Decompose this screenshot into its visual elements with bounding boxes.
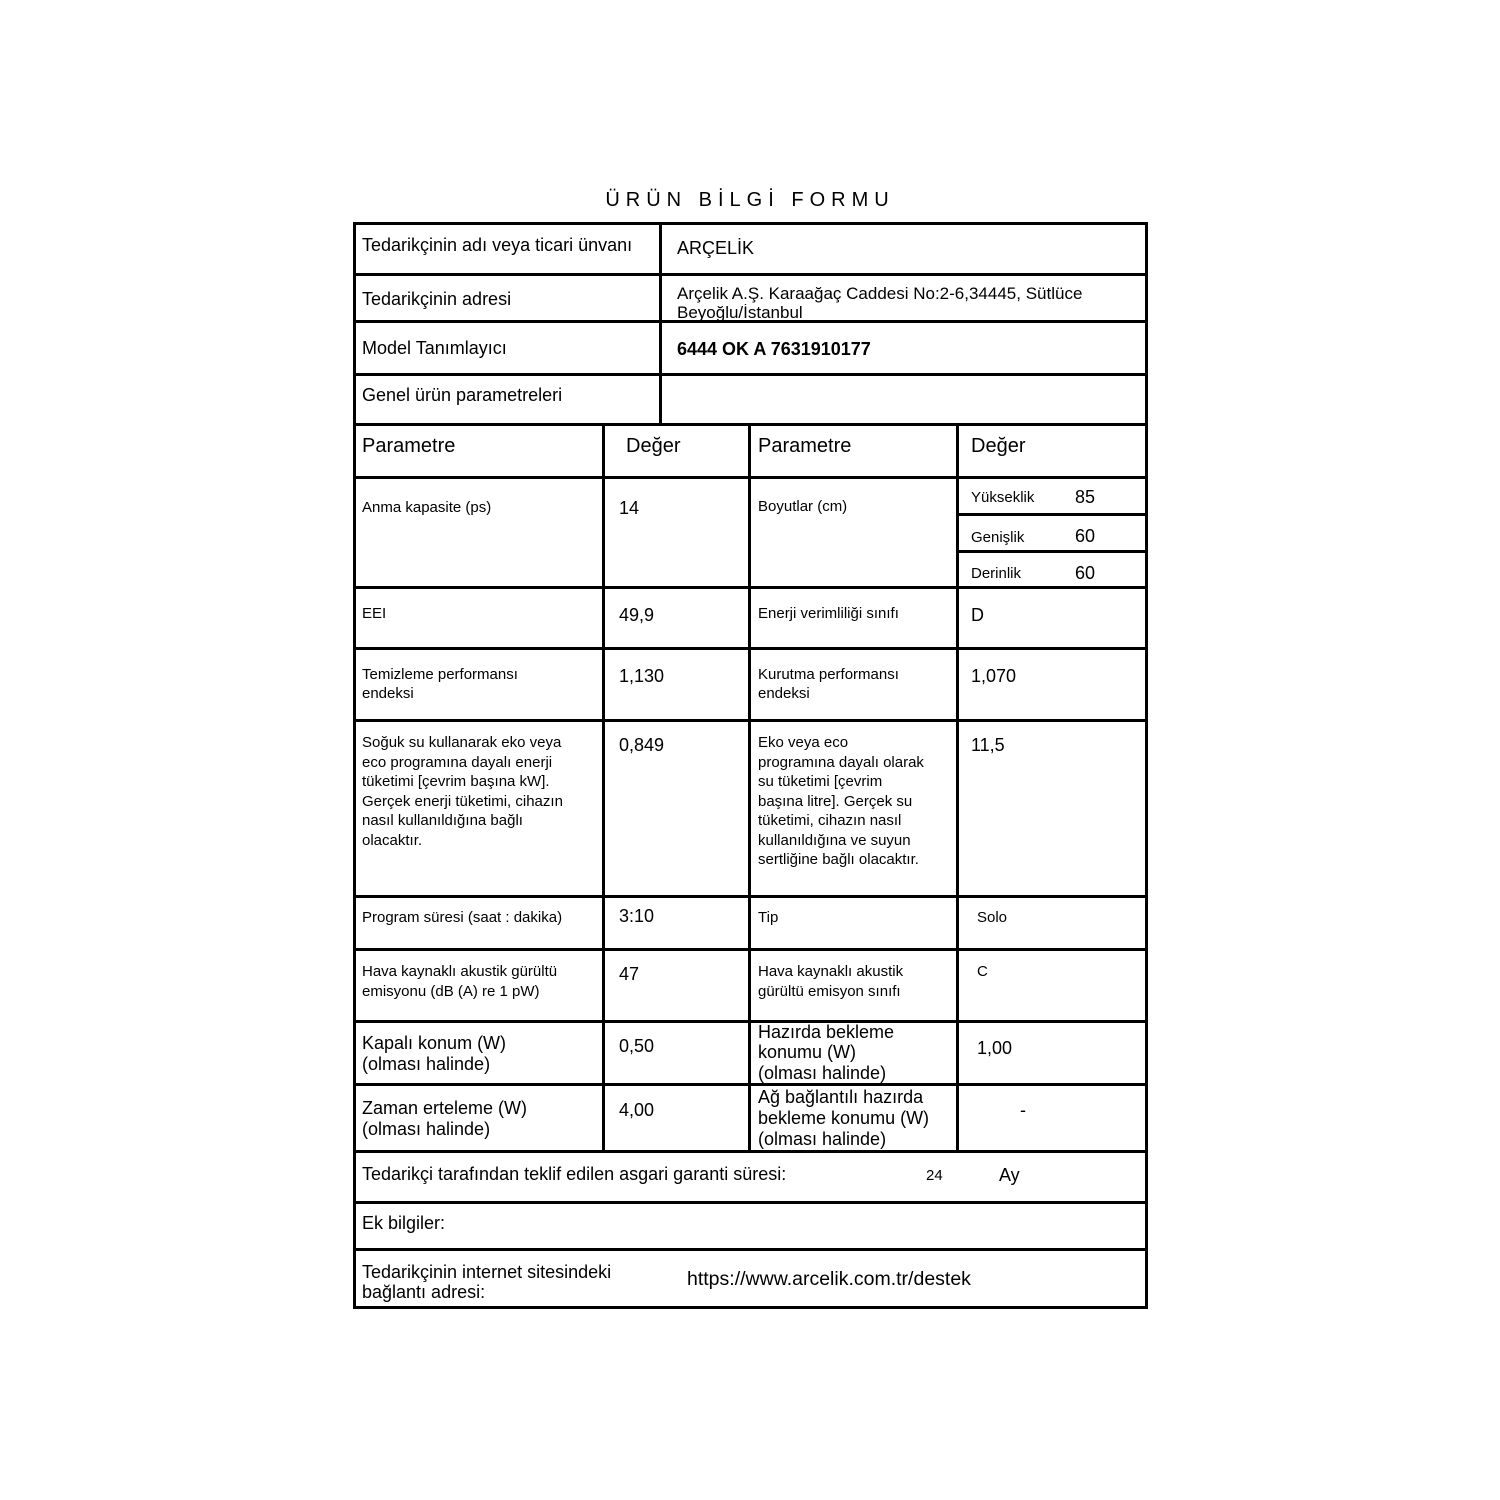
capacity-value: 14 [619, 498, 640, 518]
header-parameter-2: Parametre [758, 435, 852, 457]
noise-value: 47 [619, 964, 640, 984]
network-standby-label-line2: bekleme konumu (W) [758, 1108, 930, 1128]
depth-label: Derinlik [971, 565, 1022, 582]
supplier-address-line2: Beyoğlu/İstanbul [677, 304, 803, 320]
general-parameters-label: Genel ürün parametreleri [362, 385, 563, 405]
standby-label-line1: Hazırda bekleme [758, 1022, 895, 1042]
delay-start-value: 4,00 [619, 1100, 655, 1120]
program-duration-label: Program süresi (saat : dakika) [362, 909, 563, 926]
border-left [353, 222, 356, 1309]
water-consumption-line: kullanıldığına ve suyun [758, 831, 911, 849]
noise-class-label-line1: Hava kaynaklı akustik [758, 963, 904, 980]
form-title: ÜRÜN BİLGİ FORMU [605, 189, 895, 211]
model-label: Model Tanımlayıcı [362, 338, 507, 358]
supplier-address-line1: Arçelik A.Ş. Karaağaç Caddesi No:2-6,34445, Sütlüce [677, 284, 1083, 303]
energy-consumption-line: eco programına dayalı enerji [362, 753, 553, 771]
header-parameter-1: Parametre [362, 435, 456, 457]
supplier-name-value: ARÇELİK [677, 238, 755, 258]
header-value-2: Değer [971, 435, 1026, 457]
col-divider [602, 423, 605, 1153]
depth-value: 60 [1075, 563, 1096, 583]
product-info-table [353, 222, 1148, 1309]
energy-class-label: Enerji verimliliği sınıfı [758, 605, 899, 622]
standby-label-line3: (olması halinde) [758, 1063, 887, 1083]
row-divider [353, 373, 1148, 376]
water-consumption-line: programına dayalı olarak [758, 753, 924, 771]
warranty-value: 24 [926, 1167, 943, 1184]
cleaning-label-line2: endeksi [362, 685, 414, 702]
water-consumption-line: Eko veya eco [758, 734, 849, 751]
water-consumption-line: tüketimi, cihazın nasıl [758, 812, 902, 829]
row-divider [353, 1248, 1148, 1251]
energy-consumption-line: Soğuk su kullanarak eko veya [362, 734, 562, 751]
off-mode-label-line1: Kapalı konum (W) [362, 1033, 507, 1053]
off-mode-label-line2: (olması halinde) [362, 1054, 491, 1074]
warranty-unit: Ay [999, 1165, 1020, 1185]
width-value: 60 [1075, 526, 1096, 546]
network-standby-value: - [1020, 1100, 1026, 1120]
height-value: 85 [1075, 487, 1096, 507]
supplier-address-label: Tedarikçinin adresi [362, 289, 512, 309]
dimension-divider [958, 550, 1148, 553]
standby-value: 1,00 [977, 1038, 1013, 1058]
program-duration-value: 3:10 [619, 906, 655, 926]
noise-class-label-line2: gürültü emisyon sınıfı [758, 982, 901, 1000]
eei-label: EEI [362, 605, 387, 622]
dimensions-label: Boyutlar (cm) [758, 498, 848, 515]
noise-label-line2: emisyonu (dB (A) re 1 pW) [362, 982, 540, 1000]
height-label: Yükseklik [971, 489, 1035, 506]
water-consumption-line: başına litre]. Gerçek su [758, 792, 913, 810]
col-divider-top [659, 222, 662, 426]
col-divider [748, 423, 751, 1153]
supplier-name-label: Tedarikçinin adı veya ticari ünvanı [362, 235, 633, 255]
website-label-line1: Tedarikçinin internet sitesindeki [362, 1262, 612, 1282]
row-divider [353, 1201, 1148, 1204]
noise-class-value: C [977, 963, 988, 980]
type-value: Solo [977, 909, 1008, 926]
row-divider [353, 320, 1148, 323]
additional-info-label: Ek bilgiler: [362, 1213, 446, 1233]
border-top [353, 222, 1148, 225]
website-url[interactable]: https://www.arcelik.com.tr/destek [687, 1268, 971, 1290]
eei-value: 49,9 [619, 605, 655, 625]
water-consumption-line: sertliğine bağlı olacaktır. [758, 851, 919, 868]
standby-label-line2: konumu (W) [758, 1042, 857, 1062]
drying-label-line2: endeksi [758, 685, 810, 702]
width-label: Genişlik [971, 529, 1025, 546]
off-mode-value: 0,50 [619, 1036, 655, 1056]
delay-start-label-line1: Zaman erteleme (W) [362, 1098, 528, 1118]
border-bottom [353, 1306, 1148, 1309]
col-divider [956, 423, 959, 1153]
energy-class-value: D [971, 605, 984, 625]
energy-consumption-line: nasıl kullanıldığına bağlı [362, 812, 523, 829]
network-standby-label-line1: Ağ bağlantılı hazırda [758, 1087, 924, 1107]
cleaning-label-line1: Temizleme performansı [362, 666, 518, 683]
model-value: 6444 OK A 7631910177 [677, 339, 871, 359]
website-label-line2: bağlantı adresi: [362, 1282, 486, 1302]
energy-consumption-value: 0,849 [619, 735, 665, 755]
header-value-1: Değer [626, 435, 681, 457]
drying-value: 1,070 [971, 666, 1017, 686]
water-consumption-value: 11,5 [971, 735, 1005, 755]
noise-label-line1: Hava kaynaklı akustik gürültü [362, 963, 558, 980]
row-divider [353, 273, 1148, 276]
drying-label-line1: Kurutma performansı [758, 666, 899, 683]
energy-consumption-line: tüketimi [çevrim başına kW]. [362, 773, 550, 790]
dimension-divider [958, 513, 1148, 516]
network-standby-label-line3: (olması halinde) [758, 1129, 887, 1149]
warranty-label: Tedarikçi tarafından teklif edilen asgari garanti süresi: [362, 1164, 787, 1184]
cleaning-value: 1,130 [619, 666, 665, 686]
border-right [1145, 222, 1148, 1309]
delay-start-label-line2: (olması halinde) [362, 1119, 491, 1139]
energy-consumption-line: olacaktır. [362, 831, 423, 849]
water-consumption-line: su tüketimi [çevrim [758, 773, 883, 790]
type-label: Tip [758, 909, 779, 926]
energy-consumption-line: Gerçek enerji tüketimi, cihazın [362, 792, 563, 810]
capacity-label: Anma kapasite (ps) [362, 499, 492, 516]
